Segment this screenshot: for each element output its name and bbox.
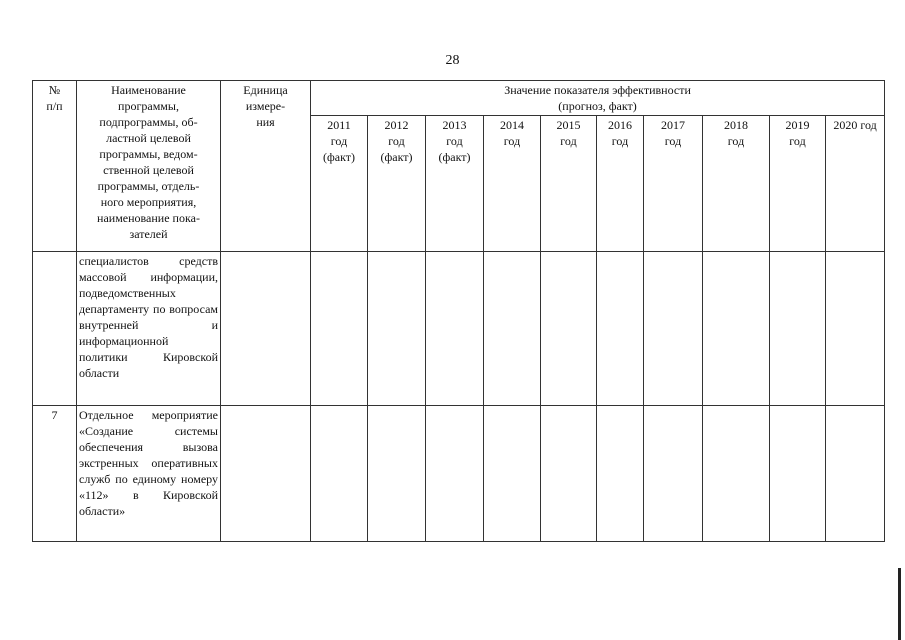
value-cell — [703, 406, 770, 542]
page-number: 28 — [445, 53, 460, 68]
header-unit: Единица измере- ния — [221, 81, 311, 252]
value-cell — [703, 252, 770, 406]
value-cell — [770, 252, 826, 406]
value-cell — [484, 252, 541, 406]
row-unit — [221, 252, 311, 406]
value-cell — [826, 252, 885, 406]
header-num: № п/п — [33, 81, 77, 252]
value-cell — [368, 252, 426, 406]
table-row — [33, 406, 885, 542]
value-cell — [426, 406, 484, 542]
header-year-2015: 2015 год — [541, 116, 597, 252]
header-year-2011: 2011 год (факт) — [311, 116, 368, 252]
row-num — [33, 252, 77, 406]
table-row — [33, 252, 885, 406]
value-cell — [770, 406, 826, 542]
value-cell — [644, 406, 703, 542]
header-year-2017: 2017 год — [644, 116, 703, 252]
value-cell — [541, 406, 597, 542]
row-name: специалистов средств массовой информации, подведомственных департаменту по вопросам внутренней и информационной политики Кировской области — [77, 252, 221, 406]
value-cell — [426, 252, 484, 406]
value-cell — [541, 252, 597, 406]
value-cell — [368, 406, 426, 542]
row-unit — [221, 406, 311, 542]
row-num: 7 — [33, 406, 77, 542]
value-cell — [311, 252, 368, 406]
header-year-2019: 2019 год — [770, 116, 826, 252]
value-cell — [311, 406, 368, 542]
value-cell — [597, 252, 644, 406]
value-cell — [826, 406, 885, 542]
efficiency-indicators-table — [32, 80, 885, 542]
header-year-2014: 2014 год — [484, 116, 541, 252]
header-year-2018: 2018 год — [703, 116, 770, 252]
header-year-2016: 2016 год — [597, 116, 644, 252]
header-indicator-group: Значение показателя эффективности (прогноз, факт) — [311, 81, 885, 116]
value-cell — [644, 252, 703, 406]
row-name: Отдельное мероприятие «Создание системы обеспечения вызова экстренных оперативных служб по единому номеру «112» в Кировской области» — [77, 406, 221, 542]
value-cell — [597, 406, 644, 542]
header-name: Наименование программы, подпрограммы, об- ластной целевой программы, ведом- ственной целевой программы, отдель- ного мероприятия, наименование пока- зателей — [77, 81, 221, 252]
header-year-2012: 2012 год (факт) — [368, 116, 426, 252]
header-year-2013: 2013 год (факт) — [426, 116, 484, 252]
scan-margin-bar — [898, 568, 901, 640]
value-cell — [484, 406, 541, 542]
header-year-2020: 2020 год — [826, 116, 885, 252]
table-header-row — [33, 81, 885, 116]
